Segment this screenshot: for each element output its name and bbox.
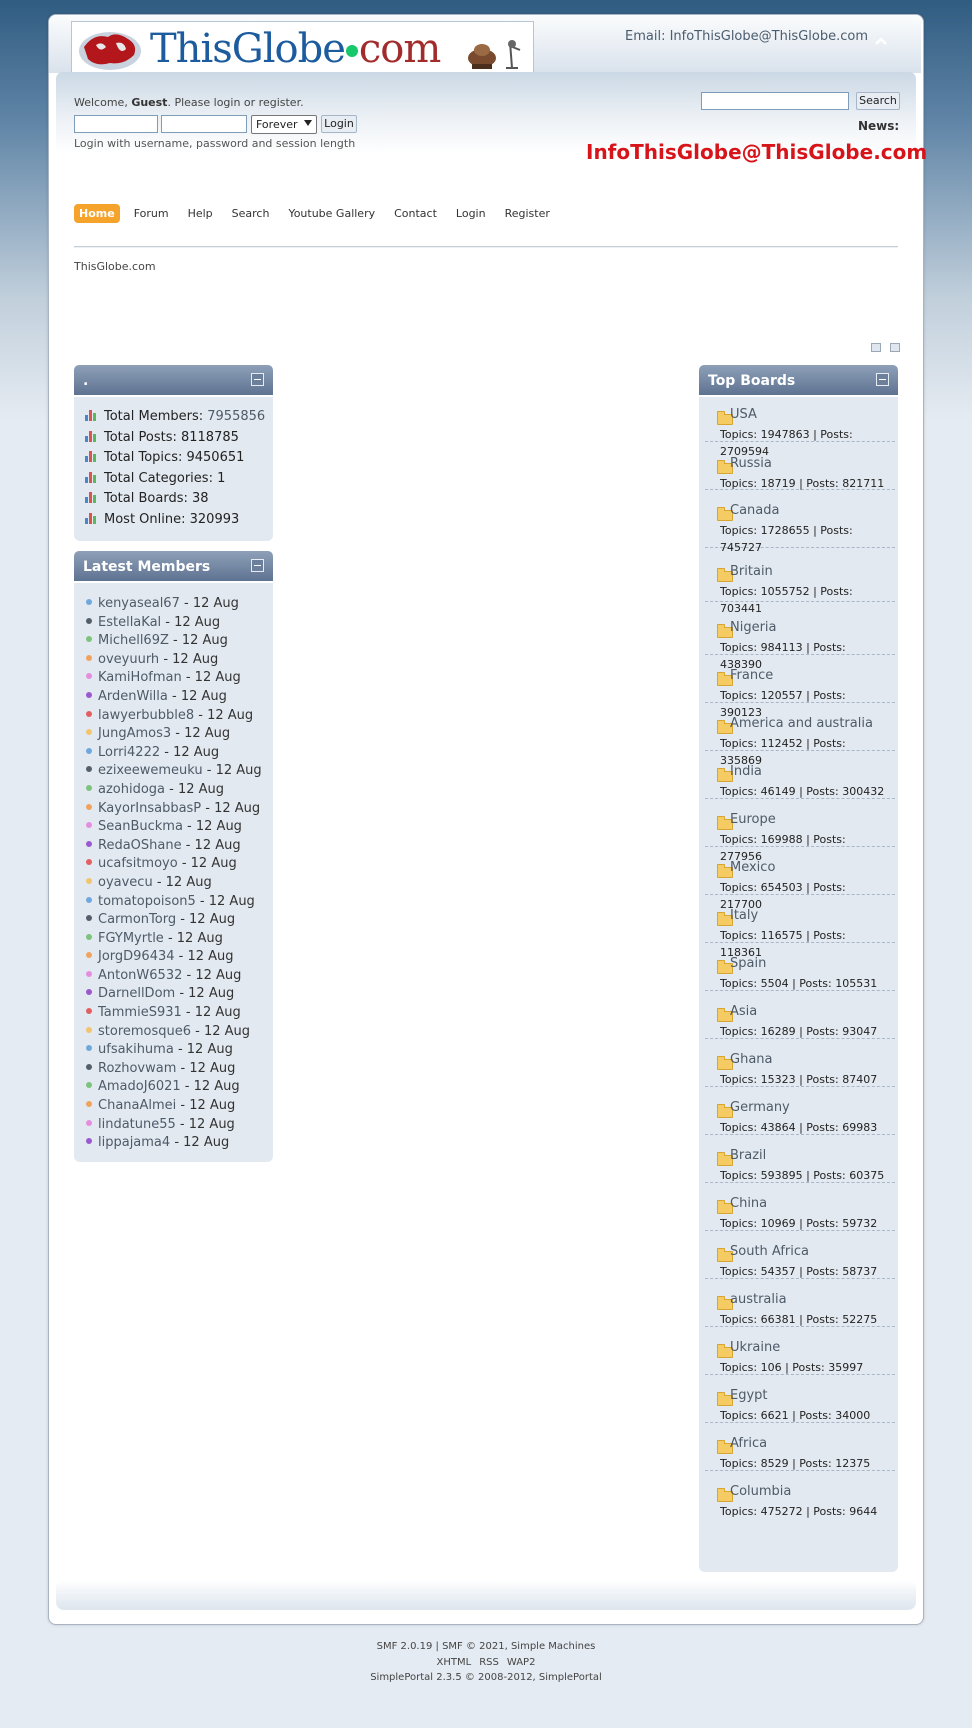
board-link[interactable]: Canada <box>730 503 780 518</box>
member-join-date: - 12 Aug <box>180 1079 240 1095</box>
member-join-date: - 12 Aug <box>160 744 220 760</box>
board-item <box>705 618 895 671</box>
top-boards-body <box>699 397 898 1572</box>
member-join-date: - 12 Aug <box>168 633 228 649</box>
board-stats: Topics: 43864 | Posts: 69983 <box>720 1121 878 1134</box>
member-list-item <box>86 1134 273 1153</box>
menu-divider <box>74 246 898 247</box>
member-link[interactable]: Rozhovwam <box>98 1060 177 1076</box>
member-list-item <box>86 930 273 949</box>
member-list-item <box>86 985 273 1004</box>
bullet-icon <box>86 599 92 605</box>
globe-icon <box>76 25 146 73</box>
member-list-item <box>86 781 273 800</box>
menu-forum[interactable]: Forum <box>133 207 169 220</box>
board-link[interactable]: Ghana <box>730 1052 773 1067</box>
collapse-stats-icon[interactable] <box>251 373 264 386</box>
member-list-item <box>86 725 273 744</box>
board-link[interactable]: America and australia <box>730 716 873 731</box>
board-stats: Topics: 18719 | Posts: 821711 <box>720 477 885 490</box>
member-link[interactable]: RedaOShane <box>98 837 182 853</box>
member-list-item <box>86 1004 273 1023</box>
board-item <box>705 1146 895 1183</box>
board-link[interactable]: Egypt <box>730 1388 768 1403</box>
footer-link-wap2[interactable]: WAP2 <box>506 1657 536 1668</box>
board-stats: Topics: 1728655 | Posts: 745727 <box>720 524 853 554</box>
member-list-item <box>86 1023 273 1042</box>
board-stats: Topics: 169988 | Posts: 277956 <box>720 833 846 863</box>
member-link[interactable]: oveyuurh <box>98 651 160 667</box>
member-link[interactable]: ChanaAlmei <box>98 1098 177 1114</box>
welcome-message: Welcome, Guest. Please login or register. <box>74 96 304 109</box>
member-list-item <box>86 948 273 967</box>
member-link[interactable]: ucafsitmoyo <box>98 856 178 872</box>
board-link[interactable]: australia <box>730 1292 787 1307</box>
board-stats: Topics: 1055752 | Posts: 703441 <box>720 585 853 615</box>
member-list-item <box>86 632 273 651</box>
member-list-item <box>86 669 273 688</box>
bullet-icon <box>86 934 92 940</box>
member-join-date: - 12 Aug <box>201 800 261 816</box>
board-item <box>705 1338 895 1375</box>
member-list-item <box>86 911 273 930</box>
board-link[interactable]: China <box>730 1196 768 1211</box>
board-link[interactable]: Italy <box>730 908 759 923</box>
member-join-date: - 12 Aug <box>163 930 223 946</box>
stats-icon <box>85 410 98 421</box>
member-link[interactable]: FGYMyrtle <box>98 930 164 946</box>
member-join-date: - 12 Aug <box>182 819 242 835</box>
stats-panel-header <box>74 365 273 395</box>
member-list-item <box>86 1060 273 1079</box>
bullet-icon <box>86 952 92 958</box>
bullet-icon <box>86 1045 92 1051</box>
member-link[interactable]: Michell69Z <box>98 633 169 649</box>
member-join-date: - 12 Aug <box>176 1098 236 1114</box>
member-link[interactable]: Lorri4222 <box>98 744 161 760</box>
bullet-icon <box>86 878 92 884</box>
chevron-down-icon <box>304 120 312 126</box>
member-join-date: - 12 Aug <box>159 651 219 667</box>
member-list-item <box>86 688 273 707</box>
member-join-date: - 12 Aug <box>177 856 237 872</box>
board-item <box>705 562 895 615</box>
news-banner[interactable]: InfoThisGlobe@ThisGlobe.com <box>586 140 928 164</box>
board-stats: Topics: 120557 | Posts: 390123 <box>720 689 846 719</box>
collapse-right-icon[interactable] <box>890 343 900 352</box>
board-item <box>705 1050 895 1087</box>
stats-icon <box>85 492 98 503</box>
top-boards-header <box>699 365 898 395</box>
board-stats: Topics: 6621 | Posts: 34000 <box>720 1409 871 1422</box>
board-stats: Topics: 112452 | Posts: 335869 <box>720 737 846 767</box>
board-link[interactable]: France <box>730 668 774 683</box>
stats-icon <box>85 431 98 442</box>
member-link[interactable]: kenyaseal67 <box>98 596 180 611</box>
member-list-item <box>86 762 273 781</box>
menu-youtube-gallery[interactable]: Youtube Gallery <box>288 207 376 220</box>
member-join-date: - 12 Aug <box>181 670 241 686</box>
board-stats: Topics: 46149 | Posts: 300432 <box>720 785 885 798</box>
footer-link-rss[interactable]: RSS <box>479 1657 499 1668</box>
board-stats: Topics: 984113 | Posts: 438390 <box>720 641 846 671</box>
bullet-icon <box>86 989 92 995</box>
member-list-item <box>86 744 273 763</box>
board-link[interactable]: Asia <box>730 1004 758 1019</box>
statue-icon <box>460 34 530 74</box>
member-list-item <box>86 1116 273 1135</box>
footer-links <box>0 1657 972 1668</box>
member-list-item <box>86 707 273 726</box>
member-link[interactable]: ezixeewemeuku <box>98 763 203 779</box>
member-join-date: - 12 Aug <box>161 614 221 630</box>
bullet-icon <box>86 618 92 624</box>
bullet-icon <box>86 1138 92 1144</box>
board-item <box>705 1242 895 1279</box>
board-item <box>705 1098 895 1135</box>
menu-home[interactable]: Home <box>74 204 120 223</box>
member-join-date: - 12 Aug <box>181 1005 241 1021</box>
bullet-icon <box>86 915 92 921</box>
board-link[interactable]: India <box>730 764 762 779</box>
board-link[interactable]: Russia <box>730 456 772 471</box>
menu-help[interactable]: Help <box>187 207 213 220</box>
member-join-date: - 12 Aug <box>165 781 225 797</box>
board-item <box>705 1482 895 1517</box>
breadcrumb[interactable]: ThisGlobe.com <box>74 260 156 273</box>
board-item <box>705 906 895 959</box>
board-stats: Topics: 8529 | Posts: 12375 <box>720 1457 871 1470</box>
board-stats: Topics: 15323 | Posts: 87407 <box>720 1073 878 1086</box>
board-link[interactable]: Columbia <box>730 1484 792 1499</box>
board-stats: Topics: 1947863 | Posts: 2709594 <box>720 428 853 458</box>
bullet-icon <box>86 1008 92 1014</box>
board-link[interactable]: Britain <box>730 564 773 579</box>
bullet-icon <box>86 785 92 791</box>
stats-icon <box>85 451 98 462</box>
menu-login[interactable]: Login <box>455 207 486 220</box>
member-link[interactable]: KayorInsabbasP <box>98 800 202 816</box>
member-join-date: - 12 Aug <box>191 1023 251 1039</box>
member-join-date: - 12 Aug <box>194 707 254 723</box>
bullet-icon <box>86 1101 92 1107</box>
top-boards-title: Top Boards <box>708 373 796 389</box>
board-stats: Topics: 116575 | Posts: 118361 <box>720 929 846 959</box>
member-list-item <box>86 818 273 837</box>
bullet-icon <box>86 766 92 772</box>
board-link[interactable]: Africa <box>730 1436 768 1451</box>
board-item <box>705 810 895 863</box>
bullet-icon <box>86 1120 92 1126</box>
board-link[interactable]: Spain <box>730 956 767 971</box>
member-join-date: - 12 Aug <box>195 893 255 909</box>
member-join-date: - 12 Aug <box>174 949 234 965</box>
latest-members-header <box>74 551 273 581</box>
board-item <box>705 762 895 799</box>
collapse-members-icon[interactable] <box>251 559 264 572</box>
member-join-date: - 12 Aug <box>179 596 239 611</box>
bullet-icon <box>86 1064 92 1070</box>
bullet-icon <box>86 1082 92 1088</box>
bullet-icon <box>86 859 92 865</box>
member-list-item <box>86 874 273 893</box>
member-join-date: - 12 Aug <box>171 726 231 742</box>
stat-total-posts: Total Posts: 8118785 <box>85 428 273 449</box>
login-hint: Login with username, password and session length <box>74 137 356 150</box>
bullet-icon <box>86 897 92 903</box>
member-list-item <box>86 595 273 614</box>
member-join-date: - 12 Aug <box>182 967 242 983</box>
member-link[interactable]: TammieS931 <box>98 1005 182 1021</box>
session-length-select[interactable]: Forever <box>251 115 317 134</box>
bullet-icon <box>86 692 92 698</box>
board-item <box>705 1434 895 1471</box>
board-item <box>705 1002 895 1039</box>
member-link[interactable]: lindatune55 <box>98 1116 176 1132</box>
member-list-item <box>86 1097 273 1116</box>
member-link[interactable]: tomatopoison5 <box>98 893 196 909</box>
bullet-icon <box>86 673 92 679</box>
stat-total-topics: Total Topics: 9450651 <box>85 448 273 469</box>
board-item <box>705 405 895 458</box>
member-list-item <box>86 651 273 670</box>
board-stats: Topics: 475272 | Posts: 9644 <box>720 1505 878 1518</box>
board-item <box>705 1194 895 1231</box>
footer-copyright[interactable]: SMF 2.0.19 | SMF © 2021, Simple Machines <box>376 1641 596 1652</box>
board-item <box>705 714 895 767</box>
latest-members-title: Latest Members <box>83 559 211 575</box>
member-link[interactable]: oyavecu <box>98 874 153 890</box>
search-button[interactable]: Search <box>856 92 900 110</box>
board-stats: Topics: 106 | Posts: 35997 <box>720 1361 864 1374</box>
member-link[interactable]: lawyerbubble8 <box>98 707 195 723</box>
board-item <box>705 1386 895 1423</box>
member-join-date: - 12 Aug <box>175 1116 235 1132</box>
member-join-date: - 12 Aug <box>175 986 235 1002</box>
board-stats: Topics: 5504 | Posts: 105531 <box>720 977 878 990</box>
bullet-icon <box>86 804 92 810</box>
member-link[interactable]: AmadoJ6021 <box>98 1079 181 1095</box>
collapse-header-icon[interactable] <box>874 34 888 48</box>
board-link[interactable]: Brazil <box>730 1148 767 1163</box>
site-logo[interactable] <box>71 21 534 78</box>
member-link[interactable]: SeanBuckma <box>98 819 183 835</box>
board-stats: Topics: 10969 | Posts: 59732 <box>720 1217 878 1230</box>
member-list-item <box>86 893 273 912</box>
collapse-left-icon[interactable] <box>871 343 881 352</box>
stats-panel-body <box>74 397 273 541</box>
board-link[interactable]: Ukraine <box>730 1340 781 1355</box>
member-link[interactable]: AntonW6532 <box>98 967 183 983</box>
board-stats: Topics: 66381 | Posts: 52275 <box>720 1313 878 1326</box>
member-join-date: - 12 Aug <box>167 688 227 704</box>
member-link[interactable]: JorgD96434 <box>98 949 175 965</box>
member-list-item <box>86 967 273 986</box>
board-link[interactable]: Nigeria <box>730 620 777 635</box>
member-list-item <box>86 614 273 633</box>
stats-icon <box>85 513 98 524</box>
member-link[interactable]: KamiHofman <box>98 670 182 686</box>
member-link[interactable]: DarnellDom <box>98 986 176 1002</box>
member-list-item <box>86 1041 273 1060</box>
collapse-boards-icon[interactable] <box>876 373 889 386</box>
member-list-item <box>86 837 273 856</box>
bullet-icon <box>86 841 92 847</box>
member-join-date: - 12 Aug <box>170 1135 230 1151</box>
logo-dot-icon <box>346 45 358 57</box>
member-link[interactable]: ArdenWilla <box>98 688 168 704</box>
board-link[interactable]: Germany <box>730 1100 790 1115</box>
bullet-icon <box>86 636 92 642</box>
member-list-item <box>86 800 273 819</box>
board-stats: Topics: 593895 | Posts: 60375 <box>720 1169 885 1182</box>
username-input[interactable] <box>74 115 158 133</box>
search-input[interactable] <box>701 92 849 110</box>
member-list-item <box>86 855 273 874</box>
board-item <box>705 954 895 991</box>
member-join-date: - 12 Aug <box>202 763 262 779</box>
frame-bottom <box>56 1580 916 1610</box>
board-stats: Topics: 16289 | Posts: 93047 <box>720 1025 878 1038</box>
stat-total-boards: Total Boards: 38 <box>85 489 273 510</box>
footer-link-xhtml[interactable]: XHTML <box>436 1657 472 1668</box>
bullet-icon <box>86 729 92 735</box>
board-stats: Topics: 654503 | Posts: 217700 <box>720 881 846 911</box>
member-list-item <box>86 1078 273 1097</box>
member-link[interactable]: EstellaKal <box>98 614 162 630</box>
stats-icon <box>85 472 98 483</box>
bullet-icon <box>86 748 92 754</box>
menu-register[interactable]: Register <box>504 207 550 220</box>
member-join-date: - 12 Aug <box>152 874 212 890</box>
password-input[interactable] <box>161 115 247 133</box>
stat-most-online: Most Online: 320993 <box>85 510 273 531</box>
member-join-date: - 12 Aug <box>173 1042 233 1058</box>
board-link[interactable]: South Africa <box>730 1244 809 1259</box>
board-item <box>705 454 895 490</box>
board-item <box>705 501 895 554</box>
logo-text: ThisGlobe com <box>150 26 441 72</box>
bullet-icon <box>86 822 92 828</box>
stat-total-categories: Total Categories: 1 <box>85 469 273 490</box>
member-link[interactable]: azohidoga <box>98 781 166 797</box>
bullet-icon <box>86 971 92 977</box>
member-link[interactable]: ufsakihuma <box>98 1042 174 1058</box>
board-stats: Topics: 54357 | Posts: 58737 <box>720 1265 878 1278</box>
stats-panel-title: . <box>83 373 89 389</box>
bullet-icon <box>86 711 92 717</box>
member-join-date: - 12 Aug <box>176 912 236 928</box>
board-link[interactable]: Europe <box>730 812 776 827</box>
board-link[interactable]: USA <box>730 407 757 422</box>
member-link[interactable]: JungAmos3 <box>98 726 172 742</box>
member-link[interactable]: CarmonTorg <box>98 912 177 928</box>
board-link[interactable]: Mexico <box>730 860 776 875</box>
stat-total-members: Total Members: 7955856 <box>85 407 273 428</box>
member-join-date: - 12 Aug <box>181 837 241 853</box>
contact-email: Email: InfoThisGlobe@ThisGlobe.com <box>625 29 868 44</box>
member-link[interactable]: lippajama4 <box>98 1135 171 1151</box>
member-join-date: - 12 Aug <box>176 1060 236 1076</box>
board-item <box>705 1290 895 1327</box>
menu-contact[interactable]: Contact <box>394 207 437 220</box>
board-item <box>705 666 895 719</box>
footer-simpleportal[interactable]: SimplePortal 2.3.5 © 2008-2012, SimplePortal <box>370 1672 602 1683</box>
board-item <box>705 858 895 911</box>
bullet-icon <box>86 655 92 661</box>
bullet-icon <box>86 1027 92 1033</box>
latest-members-body <box>74 583 273 1162</box>
login-button[interactable]: Login <box>321 115 357 133</box>
menu-search[interactable]: Search <box>231 207 270 220</box>
news-label: News: <box>858 119 900 133</box>
main-menu <box>74 204 564 223</box>
total-members-link[interactable]: 7955856 <box>207 409 266 424</box>
member-link[interactable]: storemosque6 <box>98 1023 192 1039</box>
